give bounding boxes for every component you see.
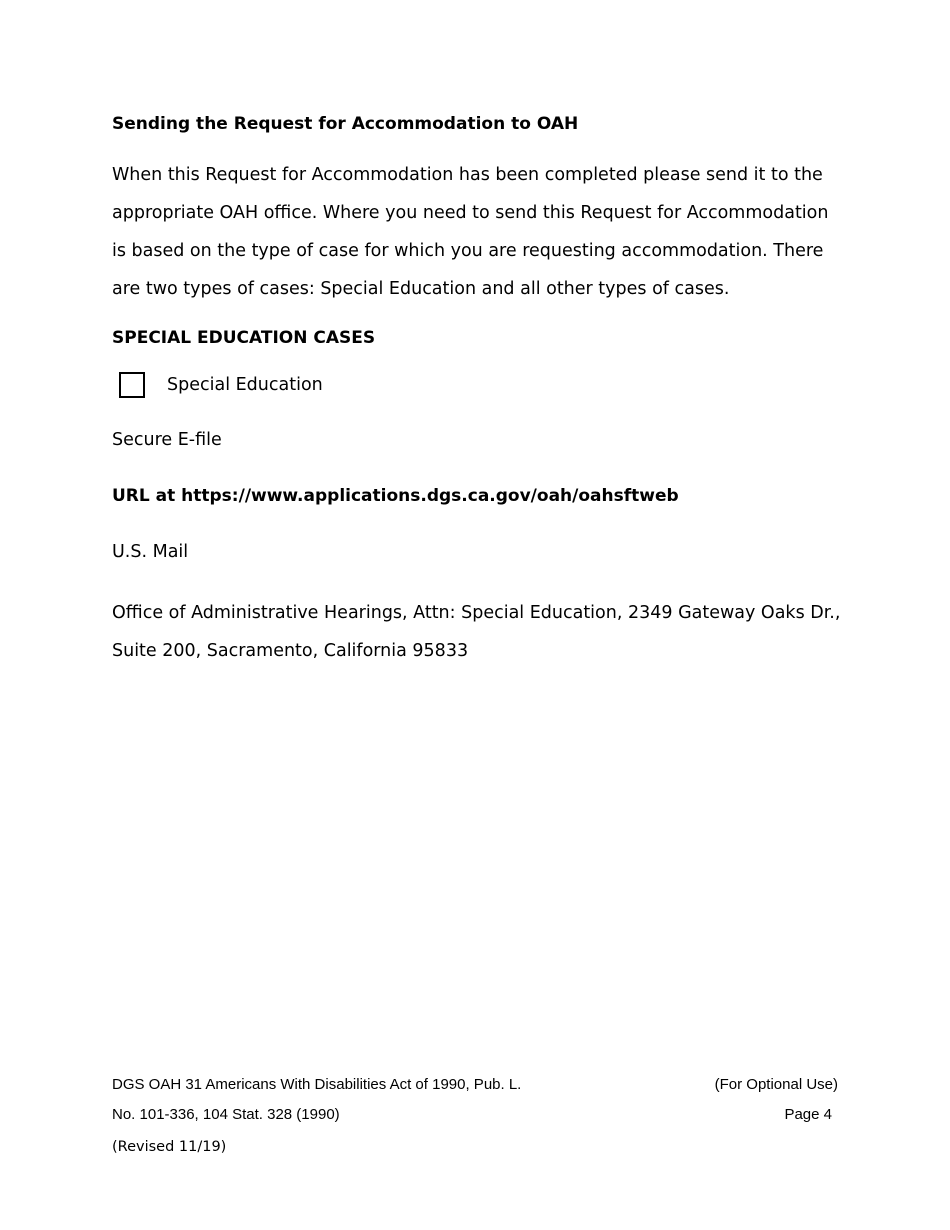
page-content [112, 110, 842, 670]
mailing-address [112, 594, 842, 670]
revised-date: (Revised 11/19) [112, 1139, 227, 1155]
efile-url[interactable]: URL at https://www.applications.dgs.ca.gov/oah/oahsftweb [112, 486, 679, 506]
footer-row-1 [112, 1070, 838, 1100]
address-line-1: Office of Administrative Hearings, Attn: Special Education, 2349 Gateway Oaks Dr., [112, 603, 841, 623]
special-education-option [112, 370, 842, 400]
special-education-checkbox-label: Special Education [167, 375, 323, 395]
special-education-heading: SPECIAL EDUCATION CASES [112, 328, 376, 348]
footer-row-2 [112, 1100, 838, 1130]
us-mail-label: U.S. Mail [112, 542, 189, 562]
address-line-2: Suite 200, Sacramento, California 95833 [112, 641, 469, 661]
optional-use-note: (For Optional Use) [714, 1076, 838, 1093]
special-education-checkbox[interactable] [119, 372, 145, 398]
form-citation-line-2: No. 101-336, 104 Stat. 328 (1990) [112, 1106, 340, 1123]
page-footer [112, 1070, 838, 1164]
section-title: Sending the Request for Accommodation to OAH [112, 114, 579, 134]
instructions-paragraph: When this Request for Accommodation has been completed please send it to the appropriate OAH office. Where you need to send this Request for Accommodation is based on the type of case for which you are requesting accommodation. There are two types of cases: Special Education and all other types of cases. [112, 165, 829, 299]
secure-efile-label: Secure E-file [112, 430, 222, 450]
form-citation-line-1: DGS OAH 31 Americans With Disabilities Act of 1990, Pub. L. [112, 1076, 522, 1093]
page-number: Page 4 [784, 1106, 832, 1123]
